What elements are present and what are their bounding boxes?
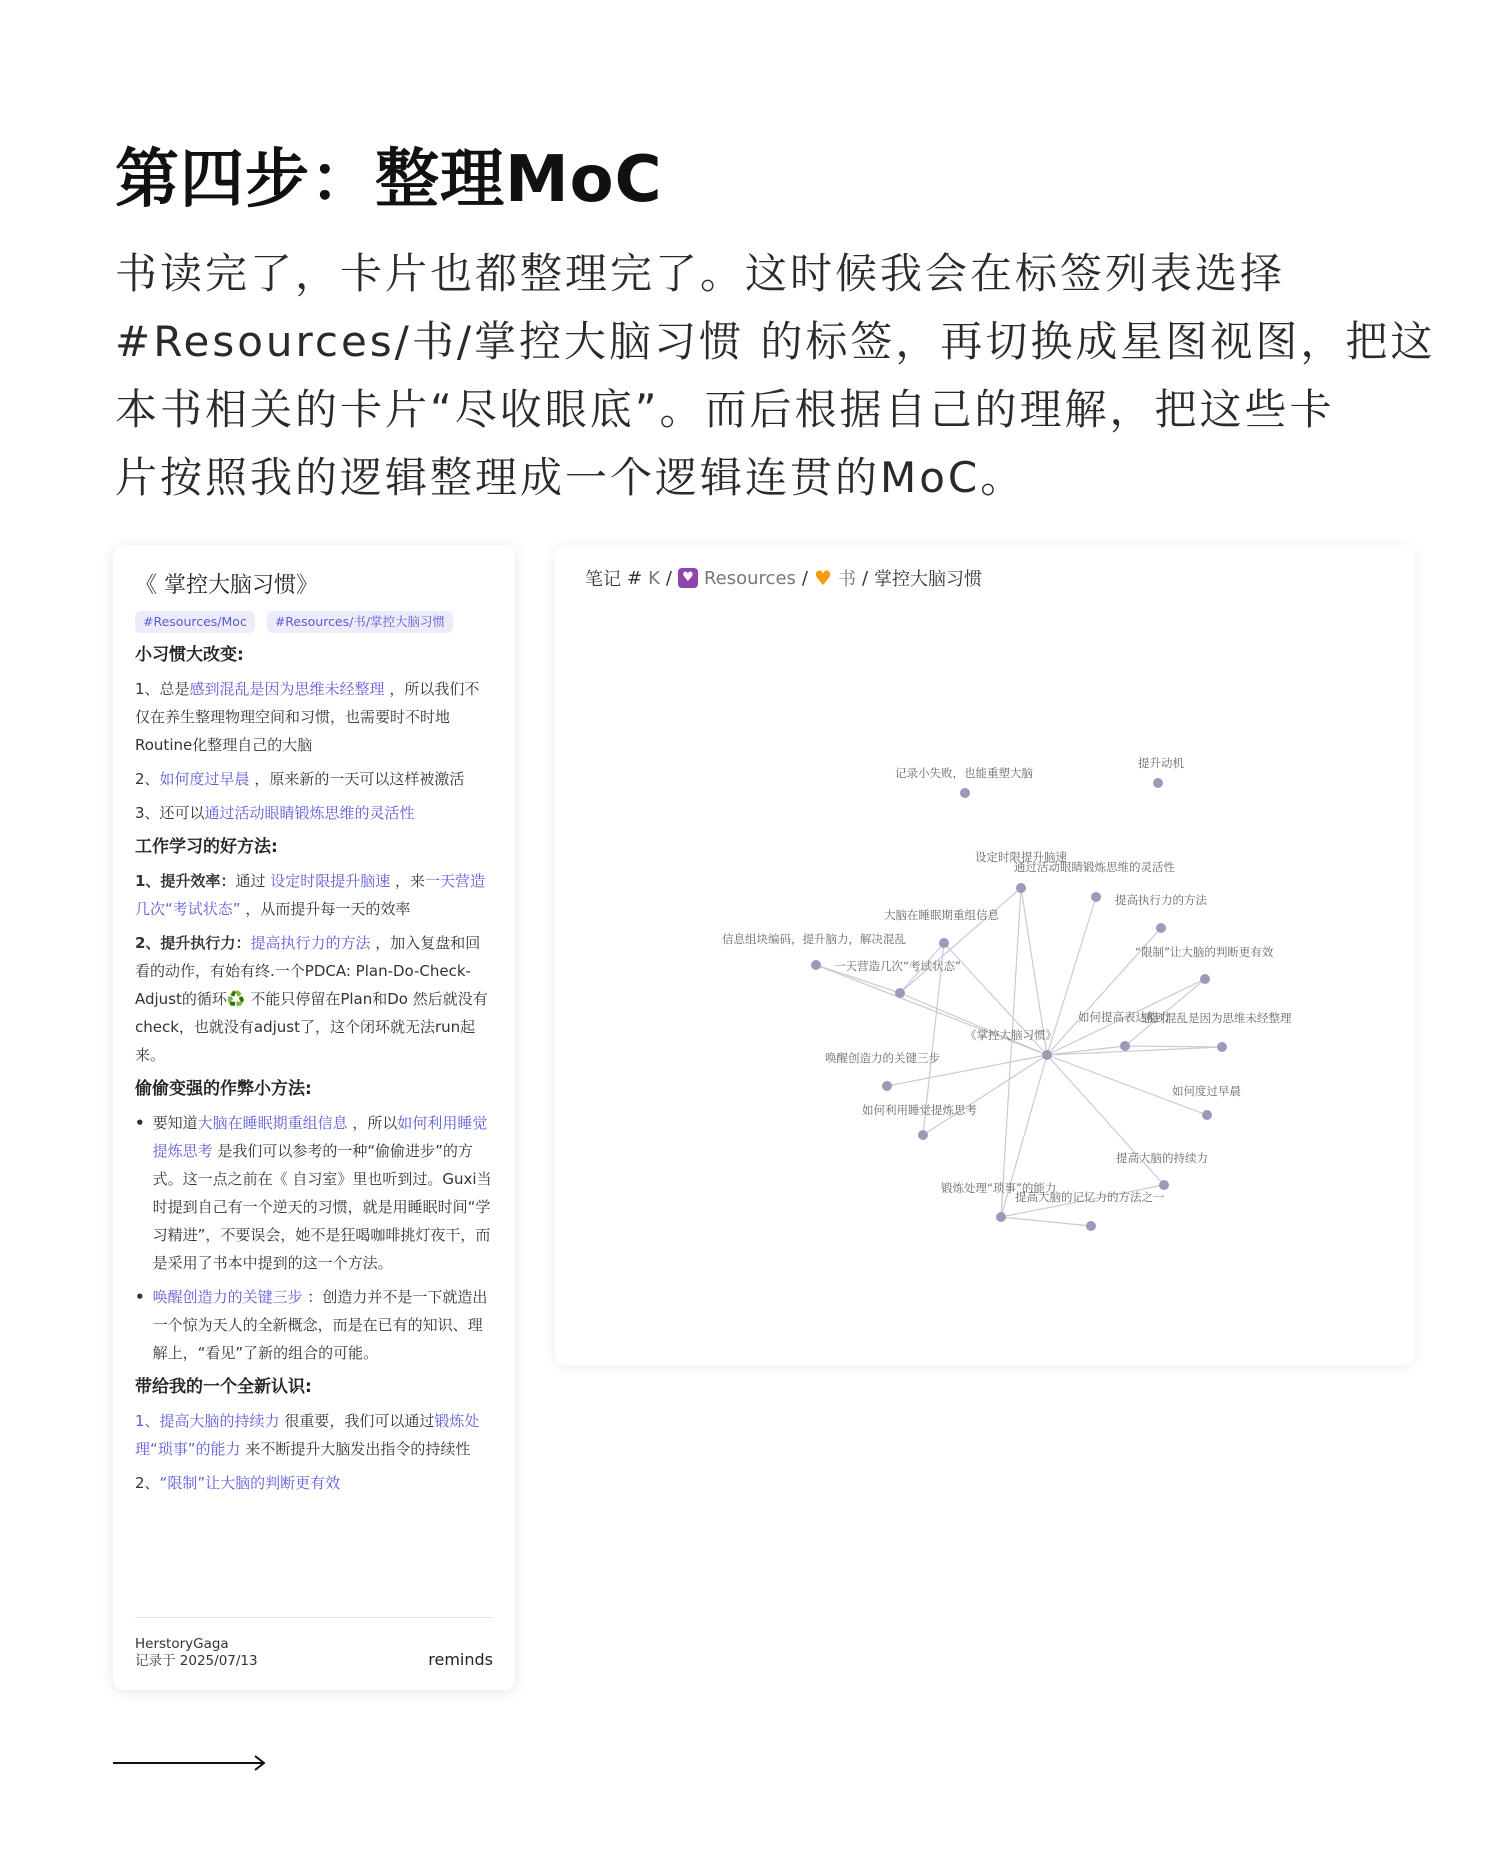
graph-node[interactable]: [996, 1212, 1006, 1222]
note-paragraph: [135, 765, 493, 793]
star-graph-panel[interactable]: [555, 545, 1415, 1365]
note-link[interactable]: 唤醒创造力的关键三步: [152, 1288, 303, 1306]
graph-node-label: 提高大脑的记忆力的方法之一: [1015, 1190, 1165, 1204]
intro-line: 书读完了，卡片也都整理完了。这时候我会在标签列表选择: [115, 249, 1286, 298]
graph-node[interactable]: [1120, 1041, 1130, 1051]
graph-node-label: 锻炼处理“琐事”的能力: [941, 1181, 1057, 1195]
note-link[interactable]: 如何利用睡觉提炼思考: [152, 1114, 488, 1160]
bullet-text: [153, 1109, 493, 1277]
text: 来不断提升大脑发出指令的持续性: [240, 1440, 471, 1458]
graph-node[interactable]: [811, 960, 821, 970]
text: 2、: [135, 1474, 160, 1492]
graph-node[interactable]: [1159, 1180, 1169, 1190]
text: 1、提升效率：: [135, 872, 236, 890]
note-link[interactable]: 一天营造几次“考试状态”: [135, 872, 486, 918]
note-tags: [135, 611, 493, 633]
graph-node[interactable]: [1156, 923, 1166, 933]
graph-node[interactable]: [960, 788, 970, 798]
graph-node[interactable]: [1153, 778, 1163, 788]
tag-resources-moc[interactable]: #Resources/Moc: [135, 611, 255, 633]
graph-node-label: 如何利用睡觉提炼思考: [862, 1103, 977, 1117]
text: ，原来新的一天可以这样被激活: [249, 770, 465, 788]
bullet-text: [153, 1283, 493, 1367]
text: 3、还可以: [135, 804, 205, 822]
graph-node[interactable]: [918, 1130, 928, 1140]
text: 要知道: [152, 1114, 198, 1132]
text: ：创造力并不是一下就造出一个惊为天人的全新概念，而是在已有的知识、理解上，“看见”了新的组合的可能。: [152, 1288, 488, 1362]
graph-canvas[interactable]: [555, 545, 1415, 1365]
graph-node-label: 设定时限提升脑速: [975, 850, 1067, 864]
intro-paragraph: [115, 240, 1436, 512]
note-paragraph: [135, 675, 493, 759]
bullet-dot: •: [135, 1288, 145, 1306]
text: ，来: [390, 872, 426, 890]
text: 1、: [135, 1412, 160, 1430]
text: 2、: [135, 770, 160, 788]
intro-line: 片按照我的逻辑整理成一个逻辑连贯的MoC。: [115, 453, 1026, 502]
text: 1、总是: [135, 680, 190, 698]
note-link[interactable]: 如何度过早晨: [159, 770, 250, 788]
text: ，所以我们不仅在养生整理物理空间和习惯，也需要时不时地Routine化整理自己的大脑: [135, 680, 480, 754]
note-paragraph: [135, 799, 493, 827]
note-bullet: [135, 1283, 493, 1367]
graph-edge: [900, 993, 1047, 1055]
note-paragraph: [135, 867, 493, 923]
orange-heart-icon: ♥: [814, 566, 832, 590]
note-paragraph: [135, 1407, 493, 1463]
crumb-resources[interactable]: Resources: [703, 567, 796, 589]
graph-edge: [1001, 888, 1021, 1217]
author-name: HerstoryGaga: [135, 1636, 229, 1652]
moc-note-card[interactable]: [113, 545, 515, 1690]
crumb-separator: /: [801, 567, 808, 589]
graph-node-label: 一天营造几次“考试状态”: [834, 959, 961, 973]
crumb-k[interactable]: K: [648, 567, 660, 589]
graph-edge: [1125, 1046, 1222, 1047]
note-link[interactable]: 锻炼处理“琐事”的能力: [135, 1412, 480, 1458]
section-heading: 工作学习的好方法:: [135, 837, 278, 857]
record-date: 记录于 2025/07/13: [135, 1653, 258, 1669]
author-block: [135, 1636, 258, 1670]
graph-node[interactable]: [895, 988, 905, 998]
intro-line: 本书相关的卡片“尽收眼底”。而后根据自己的理解，把这些卡: [115, 385, 1335, 434]
intro-line: #Resources/书/掌控大脑习惯 的标签，再切换成星图视图，把这: [115, 317, 1436, 366]
graph-node-label: 提高大脑的持续力: [1116, 1151, 1208, 1165]
note-link[interactable]: “限制”让大脑的判断更有效: [159, 1474, 341, 1492]
purple-heart-icon: ♥: [678, 568, 698, 588]
graph-node[interactable]: [1086, 1221, 1096, 1231]
graph-node-label: 《掌控大脑习惯》: [965, 1028, 1057, 1042]
graph-edge: [1001, 1217, 1091, 1226]
text: 2、提升执行力：: [135, 934, 251, 952]
graph-node-label: 唤醒创造力的关键三步: [825, 1051, 940, 1065]
graph-node-label: 提高执行力的方法: [1115, 893, 1207, 907]
graph-node[interactable]: [1200, 974, 1210, 984]
graph-node[interactable]: [939, 938, 949, 948]
graph-node-label: 记录小失败，也能重塑大脑: [895, 766, 1033, 780]
tag-resources-book[interactable]: #Resources/书/掌控大脑习惯: [267, 611, 453, 633]
arrow-right-icon: [113, 1755, 268, 1771]
graph-node-label: “限制”让大脑的判断更有效: [1135, 945, 1274, 959]
note-paragraph: [135, 1469, 493, 1497]
text: 是我们可以参考的一种“偷偷进步”的方式。这一点之前在《 自习室》里也听到过。Guxi当时提到自己有一个逆天的习惯，就是用睡眠时间“学习精进”，不要误会，她不是狂喝咖啡挑灯夜干，而是采用了书本中提到的这一个方法。: [152, 1142, 492, 1272]
graph-node[interactable]: [1202, 1110, 1212, 1120]
hash-icon: #: [627, 567, 643, 589]
bullet-dot: •: [135, 1114, 145, 1132]
graph-node[interactable]: [882, 1081, 892, 1091]
crumb-notes[interactable]: 笔记: [585, 569, 621, 590]
section-heading: 偷偷变强的作弊小方法:: [135, 1079, 312, 1099]
note-link[interactable]: 感到混乱是因为思维未经整理: [189, 680, 385, 698]
crumb-separator: /: [861, 567, 869, 589]
note-link[interactable]: 通过活动眼睛锻炼思维的灵活性: [204, 804, 415, 822]
text: 很重要，我们可以通过: [279, 1412, 435, 1430]
graph-node-label: 如何度过早晨: [1172, 1084, 1241, 1098]
graph-node[interactable]: [1217, 1042, 1227, 1052]
text: ，加入复盘和回看的动作，有始有终.一个PDCA: Plan-Do-Check-Adjust的循环♻️ 不能只停留在Plan和Do 然后就没有check，也就没有adjust了，这个闭环就无法run起来。: [135, 934, 488, 1064]
graph-node-label: 信息组块编码，提升脑力，解决混乱: [722, 932, 906, 946]
section-heading: 带给我的一个全新认识:: [135, 1377, 312, 1397]
text: ，从而提升每一天的效率: [240, 900, 411, 918]
note-bullet: [135, 1109, 493, 1277]
graph-node-label: 大脑在睡眠期重组信息: [884, 908, 999, 922]
graph-node-label: 如何提高表达能力: [1078, 1010, 1170, 1024]
crumb-leaf[interactable]: 掌控大脑习惯: [874, 569, 983, 590]
graph-edge: [1047, 1055, 1164, 1185]
graph-nodes: [722, 756, 1292, 1231]
crumb-book[interactable]: 书: [837, 569, 856, 590]
graph-node-label: 通过活动眼睛锻炼思维的灵活性: [1014, 860, 1175, 874]
graph-edge: [1047, 1047, 1222, 1055]
graph-node-label: 提升动机: [1138, 756, 1184, 770]
note-link[interactable]: 大脑在睡眠期重组信息: [197, 1114, 348, 1132]
note-link[interactable]: 提高大脑的持续力: [159, 1412, 280, 1430]
section-heading: 小习惯大改变:: [135, 645, 244, 665]
crumb-separator: /: [665, 567, 672, 589]
brand-mark: reminds: [428, 1650, 493, 1669]
graph-node-label: 感到混乱是因为思维未经整理: [1142, 1011, 1292, 1025]
graph-node[interactable]: [1016, 883, 1026, 893]
graph-node[interactable]: [1091, 892, 1101, 902]
page-heading: 第四步：整理MoC: [115, 143, 663, 217]
text: ，所以: [347, 1114, 398, 1132]
note-title: 《 掌控大脑习惯》: [135, 573, 318, 598]
note-link[interactable]: 提高执行力的方法: [250, 934, 371, 952]
note-footer: [135, 1617, 493, 1670]
text: 通过: [235, 872, 271, 890]
note-link[interactable]: 设定时限提升脑速: [270, 872, 391, 890]
note-paragraph: [135, 929, 493, 1069]
graph-edge: [900, 888, 1021, 993]
graph-node[interactable]: [1042, 1050, 1052, 1060]
